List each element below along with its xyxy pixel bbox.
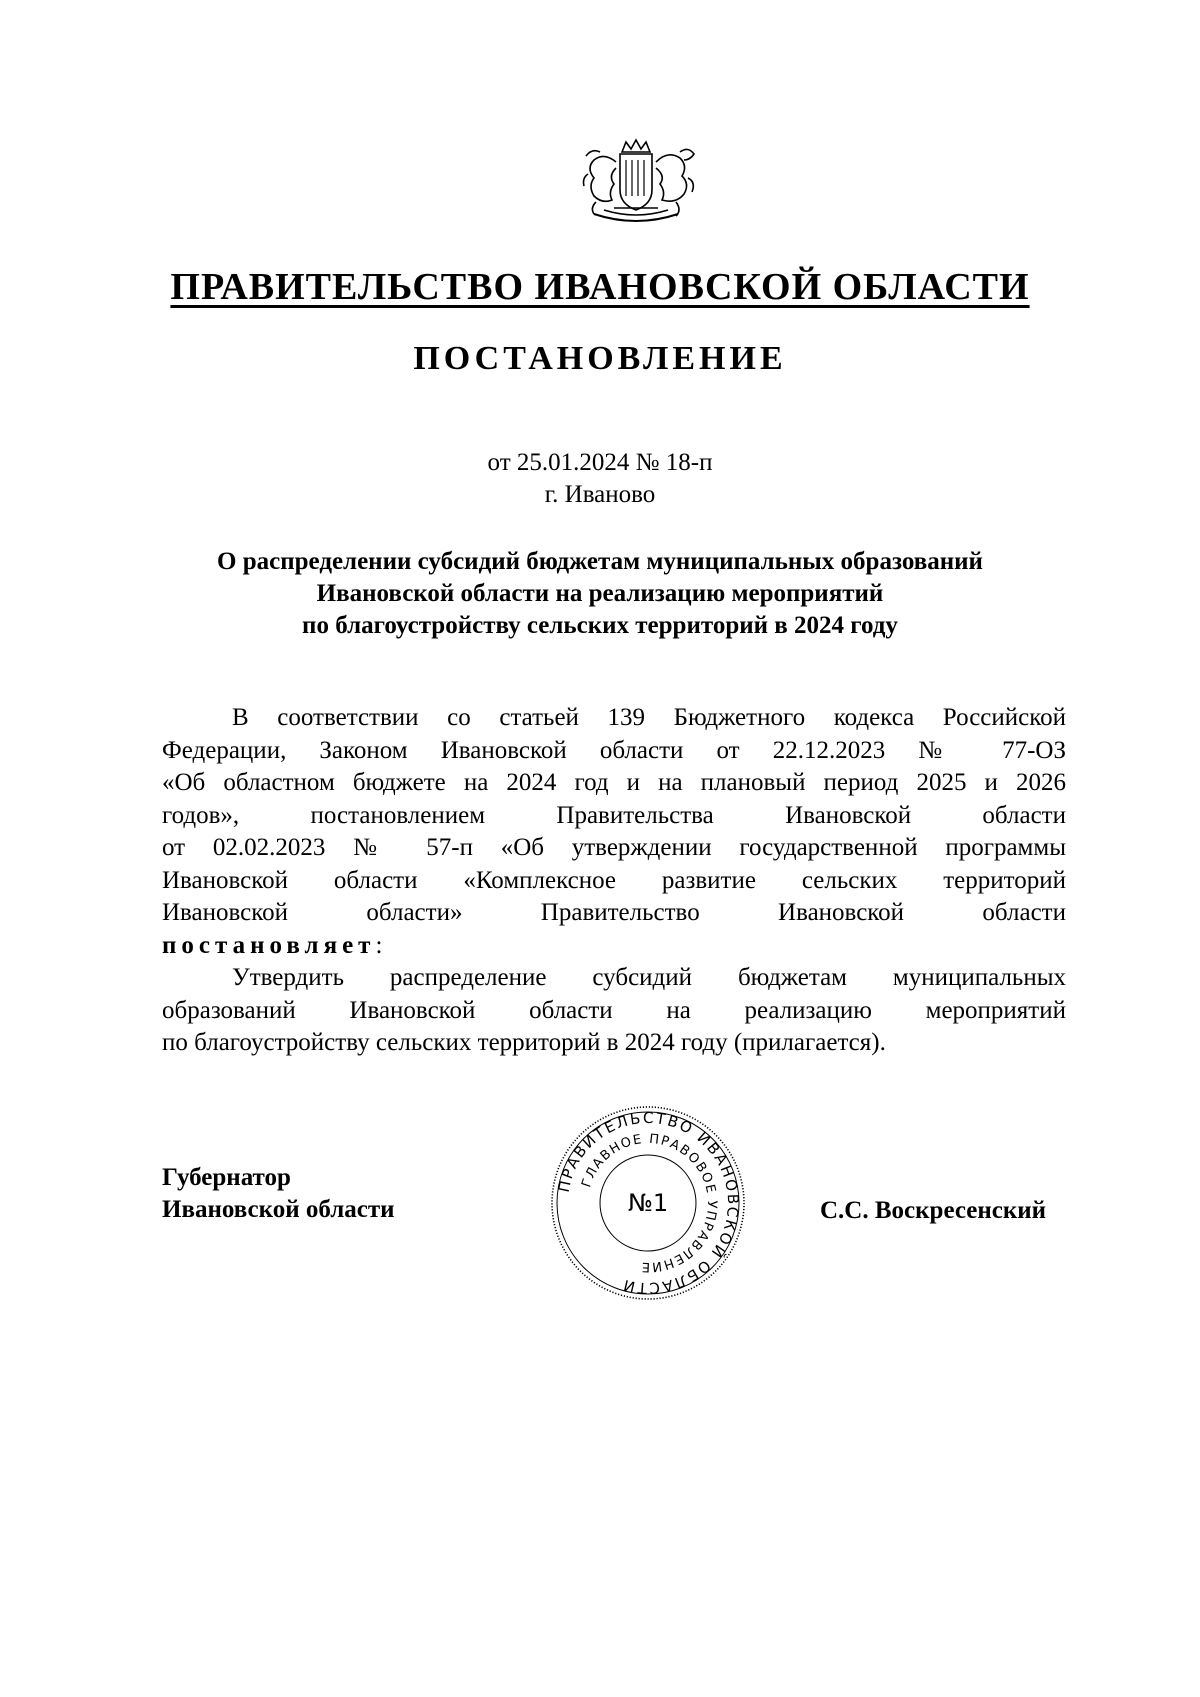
position-line: Ивановской области [162,1196,395,1223]
body-line: В соответствии со статьей 139 Бюджетного кодекса Российской [232,704,1066,731]
body-line: Ивановской области» Правительство Ивановской области [162,899,1066,926]
organization-title: ПРАВИТЕЛЬСТВО ИВАНОВСКОЙ ОБЛАСТИ [170,266,1030,308]
resolves-word: постановляет [162,931,376,959]
body-line: «Об областном бюджете на 2024 год и на плановый период 2025 и 2026 [162,769,1066,796]
body-line: Утвердить распределение субсидий бюджетам муниципальных [232,964,1066,991]
subject-line: по благоустройству сельских территорий в 2024 году [302,612,898,639]
document-type: ПОСТАНОВЛЕНИЕ [413,340,787,377]
city: г. Иваново [544,481,656,508]
body-line: от 02.02.2023 № 57-п «Об утверждении государственной программы [162,834,1066,861]
subject-line: О распределении субсидий бюджетам муниципальных образований [217,548,983,575]
signatory-position [162,1162,395,1226]
body-line: образований Ивановской области на реализацию мероприятий [162,996,1066,1024]
position-line: Губернатор [162,1164,291,1191]
date-number: от 25.01.2024 № 18-п [487,449,713,476]
body-line: по благоустройству сельских территорий в 2024 году (прилагается). [162,1029,886,1056]
body-line: годов», постановлением Правительства Ивановской области [162,801,1066,829]
document-subject [150,546,1050,642]
resolves-colon: : [375,931,383,959]
stamp-outer-text: ПРАВИТЕЛЬСТВО ИВАНОВСКОЙ ОБЛАСТИ [554,1108,743,1298]
coat-of-arms-icon [564,138,708,226]
body-line: Федерации, Законом Ивановской области от 22.12.2023 № 77-ОЗ [162,736,1066,764]
stamp-inner-text: ГЛАВНОЕ ПРАВОВОЕ УПРАВЛЕНИЕ [579,1131,720,1275]
official-stamp [548,1103,748,1303]
signatory-name: С.С. Воскресенский [820,1197,1047,1224]
body-line-resolves [162,930,1066,963]
subject-line: Ивановской области на реализацию мероприятий [316,580,884,607]
resolution-body [162,702,1066,1060]
stamp-number: №1 [627,1189,669,1217]
body-line: Ивановской области «Комплексное развитие сельских территорий [162,866,1066,894]
